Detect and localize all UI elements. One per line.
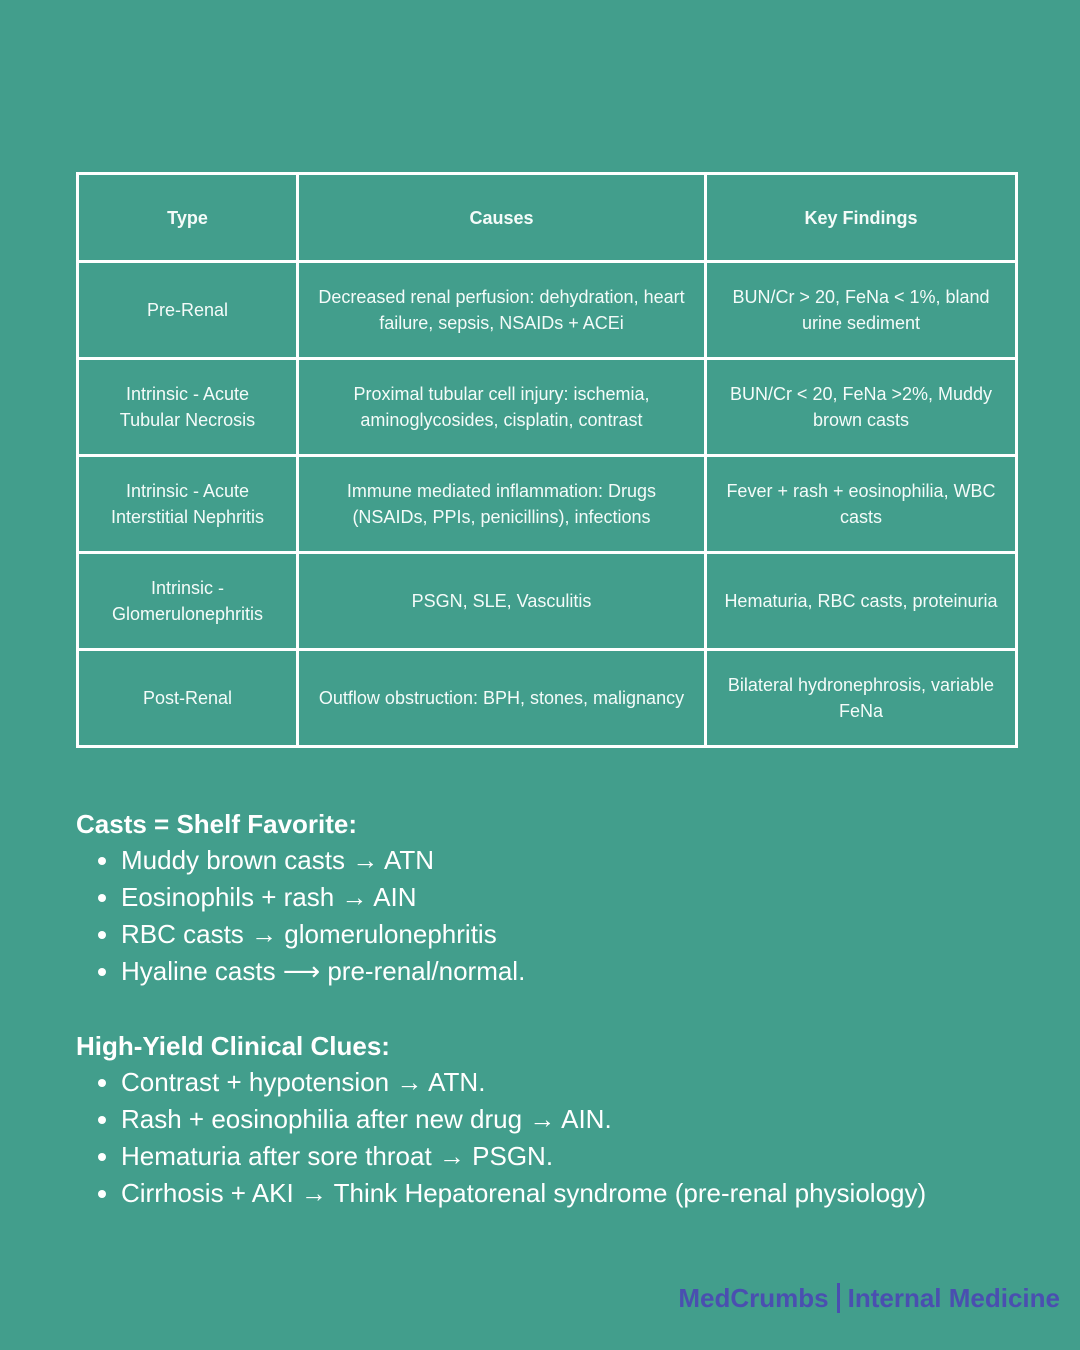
causes-cell: Proximal tubular cell injury: ischemia, aminoglycosides, cisplatin, contrast [298, 359, 706, 456]
bullet-icon [98, 894, 106, 902]
findings-cell: Bilateral hydronephrosis, variable FeNa [706, 650, 1017, 747]
table-row [78, 262, 1017, 359]
list-item [76, 842, 525, 879]
list-item [76, 916, 525, 953]
type-cell: Intrinsic - Glomerulonephritis [78, 553, 298, 650]
brand-name: MedCrumbs [678, 1283, 829, 1313]
footer-divider [837, 1283, 840, 1313]
causes-cell: Outflow obstruction: BPH, stones, malignancy [298, 650, 706, 747]
list-item [76, 879, 525, 916]
casts-list [76, 842, 525, 990]
table-row [78, 650, 1017, 747]
casts-section [76, 808, 525, 990]
clues-title: High-Yield Clinical Clues: [76, 1031, 390, 1061]
list-item-text: Eosinophils + rash → AIN [121, 882, 417, 912]
bullet-icon [98, 857, 106, 865]
table-row [78, 553, 1017, 650]
list-item-text: RBC casts → glomerulonephritis [121, 919, 497, 949]
type-cell: Post-Renal [78, 650, 298, 747]
list-item [76, 1175, 926, 1212]
bullet-icon [98, 931, 106, 939]
type-cell: Pre-Renal [78, 262, 298, 359]
bullet-icon [98, 1079, 106, 1087]
bullet-icon [98, 968, 106, 976]
header-key-findings: Key Findings [706, 174, 1017, 262]
findings-cell: Hematuria, RBC casts, proteinuria [706, 553, 1017, 650]
table-header-row [78, 174, 1017, 262]
footer-brand [678, 1283, 1060, 1314]
header-causes: Causes [298, 174, 706, 262]
list-item [76, 1064, 926, 1101]
clues-section [76, 1030, 926, 1212]
header-type: Type [78, 174, 298, 262]
findings-cell: Fever + rash + eosinophilia, WBC casts [706, 456, 1017, 553]
bullet-icon [98, 1190, 106, 1198]
list-item-text: Muddy brown casts → ATN [121, 845, 435, 875]
table-row [78, 359, 1017, 456]
causes-cell: Immune mediated inflammation: Drugs (NSAIDs, PPIs, penicillins), infections [298, 456, 706, 553]
brand-subject: Internal Medicine [847, 1283, 1060, 1313]
list-item [76, 953, 525, 990]
type-cell: Intrinsic - Acute Tubular Necrosis [78, 359, 298, 456]
list-item-text: Cirrhosis + AKI → Think Hepatorenal syndrome (pre-renal physiology) [121, 1178, 927, 1208]
causes-cell: Decreased renal perfusion: dehydration, heart failure, sepsis, NSAIDs + ACEi [298, 262, 706, 359]
type-cell: Intrinsic - Acute Interstitial Nephritis [78, 456, 298, 553]
list-item-text: Rash + eosinophilia after new drug → AIN. [121, 1104, 612, 1134]
list-item-text: Hyaline casts ⟶ pre-renal/normal. [121, 956, 526, 986]
list-item-text: Contrast + hypotension → ATN. [121, 1067, 486, 1097]
aki-table [76, 172, 1018, 748]
table-row [78, 456, 1017, 553]
list-item [76, 1138, 926, 1175]
bullet-icon [98, 1153, 106, 1161]
casts-title: Casts = Shelf Favorite: [76, 809, 358, 839]
list-item-text: Hematuria after sore throat → PSGN. [121, 1141, 554, 1171]
causes-cell: PSGN, SLE, Vasculitis [298, 553, 706, 650]
findings-cell: BUN/Cr < 20, FeNa >2%, Muddy brown casts [706, 359, 1017, 456]
list-item [76, 1101, 926, 1138]
clues-list [76, 1064, 926, 1212]
findings-cell: BUN/Cr > 20, FeNa < 1%, bland urine sediment [706, 262, 1017, 359]
bullet-icon [98, 1116, 106, 1124]
